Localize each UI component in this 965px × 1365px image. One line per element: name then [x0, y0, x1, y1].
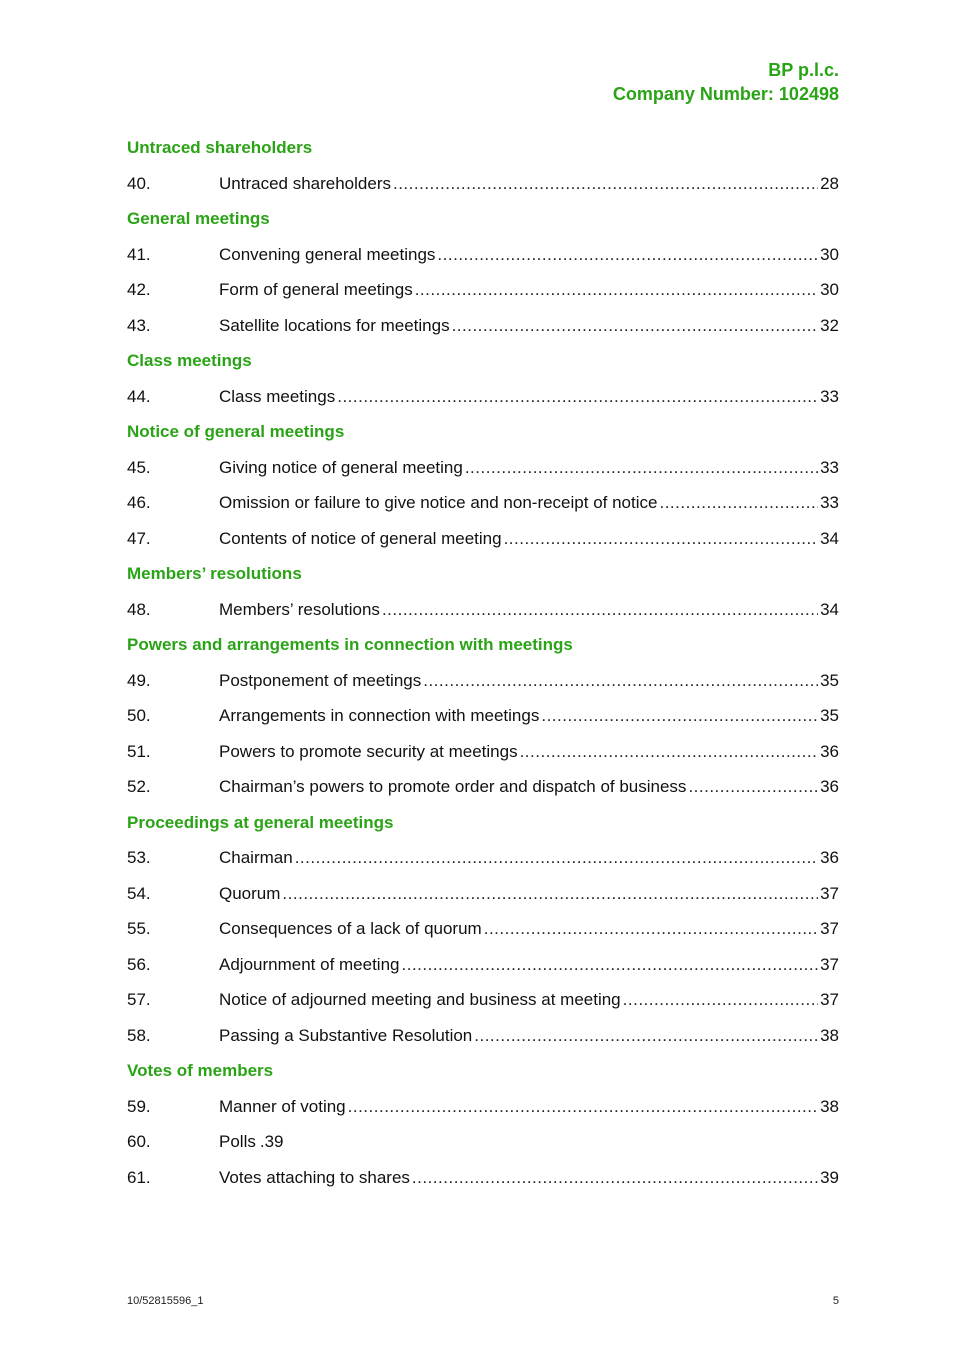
- toc-entry-title: Satellite locations for meetings: [219, 315, 450, 335]
- toc-entry-title: Postponement of meetings: [219, 670, 422, 690]
- toc-dot-leader: [382, 592, 818, 628]
- toc-section-heading: Members’ resolutions: [127, 564, 302, 583]
- toc-entry[interactable]: [127, 1160, 839, 1196]
- toc-dot-leader: [474, 1018, 818, 1054]
- toc-entry-page: 30: [820, 244, 839, 264]
- toc-dot-leader: [423, 663, 818, 699]
- toc-entry-number: 60.: [127, 1132, 151, 1151]
- toc-section-heading: General meetings: [127, 209, 270, 228]
- toc-section-heading: Untraced shareholders: [127, 138, 313, 157]
- toc-dot-leader: [412, 1160, 818, 1196]
- toc-section-heading: Class meetings: [127, 351, 252, 370]
- toc-entry-number: 53.: [127, 848, 151, 867]
- toc-entry-page: 36: [820, 848, 839, 867]
- toc-entry-number: 49.: [127, 670, 151, 690]
- toc-entry-page: 33: [820, 386, 839, 406]
- toc-entry-number: 50.: [127, 706, 151, 725]
- toc-entry[interactable]: [127, 663, 839, 699]
- toc-entry-page: .39: [259, 1132, 284, 1151]
- toc-entry-title: Manner of voting: [219, 1096, 346, 1116]
- toc-entry-number: 57.: [127, 990, 151, 1009]
- toc-dot-leader: [437, 237, 818, 273]
- toc-entry-page: 38: [820, 1096, 839, 1116]
- toc-entry-title: Votes attaching to shares: [219, 1167, 410, 1187]
- toc-entry[interactable]: [127, 876, 839, 912]
- toc-dot-leader: [688, 769, 818, 805]
- toc-entry-title: Adjournment of meeting: [219, 954, 400, 974]
- toc-entry-number: 44.: [127, 386, 151, 406]
- toc-entry-title: Members’ resolutions: [219, 599, 380, 619]
- document-header: [613, 58, 839, 106]
- toc-entry-number: 54.: [127, 883, 151, 903]
- toc-entry[interactable]: [127, 698, 839, 734]
- toc-entry-number: 51.: [127, 741, 151, 761]
- toc-entry[interactable]: [127, 237, 839, 273]
- toc-dot-leader: [295, 840, 818, 876]
- document-reference: 10/52815596_1: [127, 1295, 204, 1307]
- toc-dot-leader: [484, 911, 818, 947]
- toc-entry-page: 39: [820, 1167, 839, 1187]
- toc-entry-page: 30: [820, 280, 839, 299]
- toc-dot-leader: [452, 308, 819, 344]
- toc-entry-title: Omission or failure to give notice and non-receipt of notice: [219, 493, 658, 512]
- toc-entry-number: 52.: [127, 777, 151, 796]
- toc-section-heading: Votes of members: [127, 1061, 274, 1080]
- toc-dot-leader: [348, 1089, 818, 1125]
- toc-entry-page: 35: [820, 670, 839, 690]
- toc-entry-title: Notice of adjourned meeting and business at meeting: [219, 990, 621, 1009]
- page-number: 5: [832, 1295, 839, 1307]
- toc-dot-leader: [282, 876, 818, 912]
- toc-dot-leader: [393, 166, 818, 202]
- toc-entry-page: 28: [820, 173, 839, 193]
- company-name: BP p.l.c.: [768, 60, 839, 80]
- toc-entry-title: Passing a Substantive Resolution: [219, 1025, 473, 1045]
- toc-dot-leader: [465, 450, 818, 486]
- toc-dot-leader: [520, 734, 819, 770]
- toc-entry-number: 56.: [127, 954, 151, 974]
- toc-entry-title: Polls: [219, 1132, 256, 1151]
- toc-dot-leader: [541, 698, 818, 734]
- toc-entry-number: 48.: [127, 599, 151, 619]
- toc-entry-number: 41.: [127, 244, 151, 264]
- toc-entry[interactable]: [127, 911, 839, 947]
- toc-entry[interactable]: [127, 982, 839, 1018]
- toc-entry-title: Arrangements in connection with meetings: [219, 706, 540, 725]
- toc-dot-leader: [623, 982, 818, 1018]
- table-of-contents: [127, 130, 839, 1195]
- toc-dot-leader: [415, 272, 818, 308]
- toc-entry-number: 40.: [127, 173, 151, 193]
- toc-entry-number: 43.: [127, 315, 151, 335]
- toc-entry[interactable]: [127, 1018, 839, 1054]
- toc-entry-title: Giving notice of general meeting: [219, 457, 463, 477]
- toc-entry-title: Form of general meetings: [219, 280, 413, 299]
- toc-entry-page: 34: [820, 528, 839, 548]
- toc-entry[interactable]: [127, 521, 839, 557]
- toc-entry-page: 33: [820, 493, 839, 512]
- toc-entry-number: 58.: [127, 1025, 151, 1045]
- toc-entry-number: 47.: [127, 528, 151, 548]
- toc-entry-number: 61.: [127, 1167, 151, 1187]
- toc-entry-title: Class meetings: [219, 386, 336, 406]
- toc-entry-number: 59.: [127, 1096, 151, 1116]
- toc-entry[interactable]: [127, 1089, 839, 1125]
- toc-dot-leader: [337, 379, 818, 415]
- page-footer: [127, 1295, 839, 1307]
- toc-entry-title: Contents of notice of general meeting: [219, 528, 502, 548]
- toc-entry-title: Quorum: [219, 883, 281, 903]
- toc-entry-page: 34: [820, 599, 839, 619]
- toc-dot-leader: [659, 485, 818, 521]
- toc-section-heading: Proceedings at general meetings: [127, 812, 394, 832]
- toc-dot-leader: [504, 521, 819, 557]
- toc-entry[interactable]: [127, 734, 839, 770]
- toc-entry-page: 32: [820, 315, 839, 335]
- toc-entry-number: 45.: [127, 457, 151, 477]
- toc-entry[interactable]: [127, 1124, 839, 1160]
- toc-entry-title: Powers to promote security at meetings: [219, 741, 518, 761]
- toc-dot-leader: [402, 947, 819, 983]
- toc-entry-page: 36: [820, 741, 839, 761]
- toc-entry-page: 37: [820, 954, 839, 974]
- toc-entry-number: 42.: [127, 280, 151, 299]
- toc-entry-title: Consequences of a lack of quorum: [219, 919, 482, 938]
- toc-entry-title: Chairman: [219, 848, 293, 867]
- toc-entry-title: Untraced shareholders: [219, 173, 391, 193]
- toc-entry-page: 36: [820, 777, 839, 796]
- toc-entry[interactable]: [127, 485, 839, 521]
- toc-entry-page: 33: [820, 457, 839, 477]
- toc-entry[interactable]: [127, 379, 839, 415]
- toc-section-heading: Notice of general meetings: [127, 422, 345, 441]
- toc-entry-number: 46.: [127, 493, 151, 512]
- toc-entry-page: 38: [820, 1025, 839, 1045]
- toc-section-heading: Powers and arrangements in connection with meetings: [127, 635, 573, 654]
- toc-entry-title: Convening general meetings: [219, 244, 436, 264]
- toc-entry[interactable]: [127, 308, 839, 344]
- toc-entry-page: 37: [820, 919, 839, 938]
- toc-entry-number: 55.: [127, 919, 151, 938]
- toc-entry-page: 37: [820, 883, 839, 903]
- toc-entry[interactable]: [127, 450, 839, 486]
- toc-entry[interactable]: [127, 272, 839, 308]
- toc-entry-title: Chairman’s powers to promote order and dispatch of business: [219, 777, 687, 796]
- toc-entry-page: 35: [820, 706, 839, 725]
- company-number: Company Number: 102498: [612, 84, 839, 104]
- toc-entry[interactable]: [127, 166, 839, 202]
- toc-entry[interactable]: [127, 769, 839, 805]
- toc-entry[interactable]: [127, 592, 839, 628]
- toc-entry-page: 37: [820, 990, 839, 1009]
- toc-entry[interactable]: [127, 840, 839, 876]
- toc-entry[interactable]: [127, 947, 839, 983]
